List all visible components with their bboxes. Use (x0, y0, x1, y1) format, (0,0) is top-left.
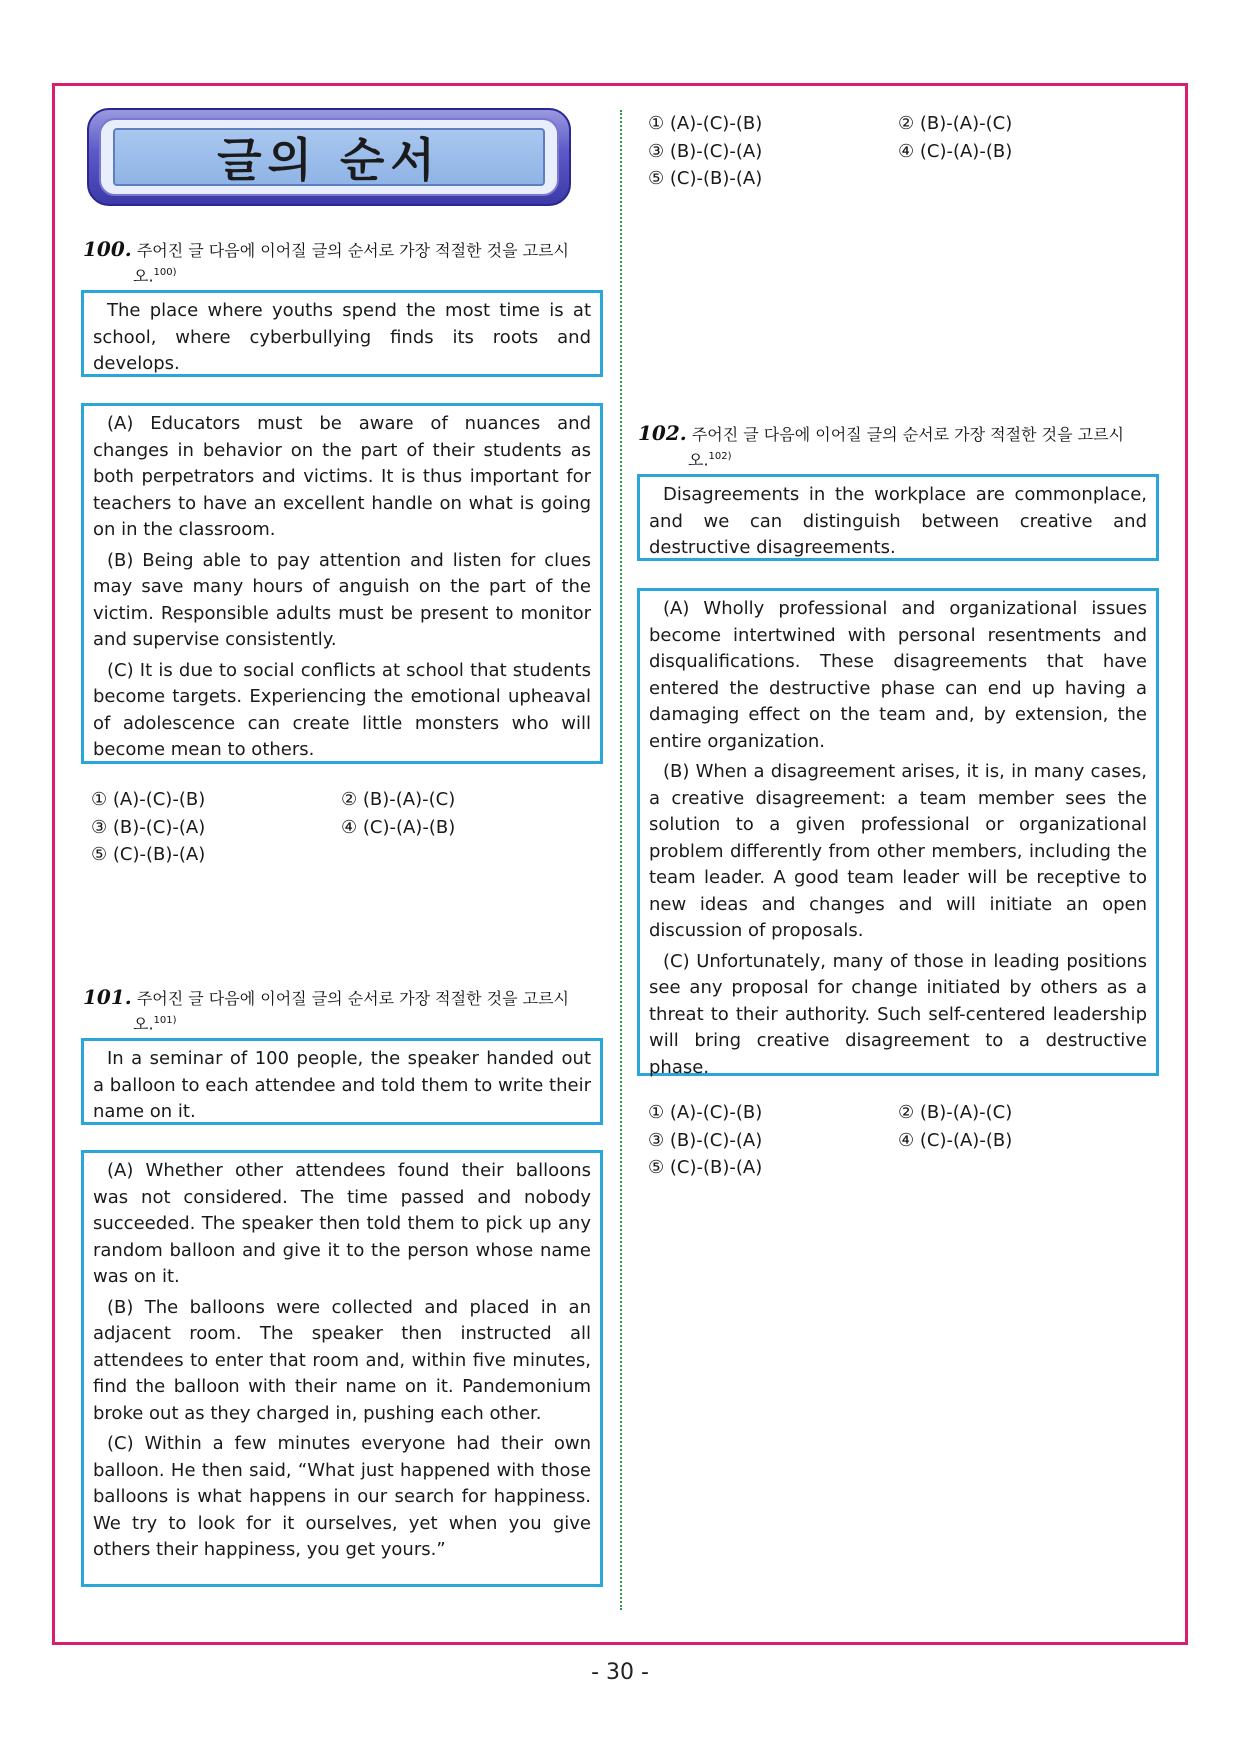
paragraph-c: (C) Unfortunately, many of those in leading positions see any proposal for change initiated by others as a threat to their authority. Such self-centered leadership will bring creative disagreement to a destructive phase. (649, 950, 1147, 1078)
option-1[interactable]: ① (A)-(C)-(B) (648, 1102, 763, 1123)
given-text: Disagreements in the workplace are commonplace, and we can distinguish between creative and destructive disagreements. (649, 484, 1147, 558)
question-102-passage-box (637, 588, 1159, 1076)
section-title-panel (113, 128, 545, 186)
paragraph-c: (C) Within a few minutes everyone had their own balloon. He then said, “What just happened with those balloons is what happens in our search for happiness. We try to look for it ourselves, yet when you give others their happiness, you get yours.” (93, 1433, 591, 1560)
footnote-ref: 101) (153, 1015, 177, 1026)
footnote-ref: 100) (153, 267, 177, 278)
section-title: 글의 순서 (217, 133, 441, 187)
question-prompt-end: 오. (133, 266, 154, 286)
footnote-ref: 102) (708, 451, 732, 462)
question-100-passage-box (81, 403, 603, 764)
column-divider (620, 110, 622, 1610)
question-prompt: 주어진 글 다음에 이어질 글의 순서로 가장 적절한 것을 고르시 (136, 241, 569, 260)
paragraph-c: (C) It is due to social conflicts at school that students become targets. Experiencing the emotional upheaval of adolescence can create little monsters who will become mean to others. (93, 659, 591, 760)
given-text: In a seminar of 100 people, the speaker handed out a balloon to each attendee and told them to write their name on it. (93, 1048, 591, 1122)
paragraph-a: (A) Educators must be aware of nuances and changes in behavior on the part of their students as both perpetrators and victims. It is thus important for teachers to have an excellent handle on what is going on in the classroom. (93, 413, 591, 540)
question-prompt-end: 오. (688, 450, 709, 470)
option-2[interactable]: ② (B)-(A)-(C) (341, 789, 456, 810)
option-3[interactable]: ③ (B)-(C)-(A) (648, 1129, 763, 1151)
question-prompt: 주어진 글 다음에 이어질 글의 순서로 가장 적절한 것을 고르시 (136, 989, 569, 1008)
option-3[interactable]: ③ (B)-(C)-(A) (91, 816, 206, 838)
option-2[interactable]: ② (B)-(A)-(C) (898, 113, 1013, 134)
paragraph-b: (B) Being able to pay attention and listen for clues may save many hours of anguish on the part of the victim. Responsible adults must be present to monitor and supervise consistently. (93, 549, 591, 650)
question-102-given-box (637, 474, 1159, 561)
question-number: 102. (638, 421, 687, 445)
option-5[interactable]: ⑤ (C)-(B)-(A) (91, 844, 206, 865)
question-101-passage-box (81, 1150, 603, 1587)
option-3[interactable]: ③ (B)-(C)-(A) (648, 140, 763, 162)
option-4[interactable]: ④ (C)-(A)-(B) (898, 1129, 1013, 1151)
paragraph-a: (A) Whether other attendees found their balloons was not considered. The time passed and nobody succeeded. The speaker then told them to pick up any random balloon and give it to the person whose name was on it. (93, 1160, 591, 1287)
section-title-badge (87, 108, 571, 206)
question-prompt-end: 오. (133, 1014, 154, 1034)
section-title-frame (99, 118, 559, 196)
question-102-options (648, 1099, 1148, 1182)
option-5[interactable]: ⑤ (C)-(B)-(A) (648, 168, 763, 189)
question-101-given-box (81, 1038, 603, 1125)
paragraph-a: (A) Wholly professional and organizational issues become intertwined with personal resentments and disqualifications. These disagreements that have entered the destructive phase can end up having a damaging effect on the team and, by extension, the entire organization. (649, 598, 1147, 752)
given-text: The place where youths spend the most time is at school, where cyberbullying finds its roots and develops. (93, 300, 591, 374)
question-102-header (638, 422, 1156, 471)
paragraph-b: (B) The balloons were collected and placed in an adjacent room. The speaker then instructed all attendees to enter that room and, within five minutes, find the balloon with their name on it. Pandemonium broke out as they charged in, pushing each other. (93, 1296, 591, 1424)
option-4[interactable]: ④ (C)-(A)-(B) (898, 140, 1013, 162)
option-4[interactable]: ④ (C)-(A)-(B) (341, 816, 456, 838)
question-100-given-box (81, 290, 603, 377)
option-5[interactable]: ⑤ (C)-(B)-(A) (648, 1157, 763, 1178)
question-100-options (91, 786, 591, 869)
question-number: 101. (83, 985, 132, 1009)
option-2[interactable]: ② (B)-(A)-(C) (898, 1102, 1013, 1123)
paragraph-b: (B) When a disagreement arises, it is, in many cases, a creative disagreement: a team member sees the solution to a given professional or organizational problem differently from other members, including the team leader. A good team leader will be receptive to new ideas and changes and will initiate an open discussion of proposals. (649, 761, 1147, 941)
option-1[interactable]: ① (A)-(C)-(B) (648, 113, 763, 134)
option-1[interactable]: ① (A)-(C)-(B) (91, 789, 206, 810)
page-number: - 30 - (591, 1660, 649, 1685)
question-101-header (83, 986, 601, 1035)
question-101-options (648, 110, 1148, 193)
question-number: 100. (83, 237, 132, 261)
question-prompt: 주어진 글 다음에 이어질 글의 순서로 가장 적절한 것을 고르시 (691, 425, 1124, 444)
question-100-header (83, 238, 601, 287)
